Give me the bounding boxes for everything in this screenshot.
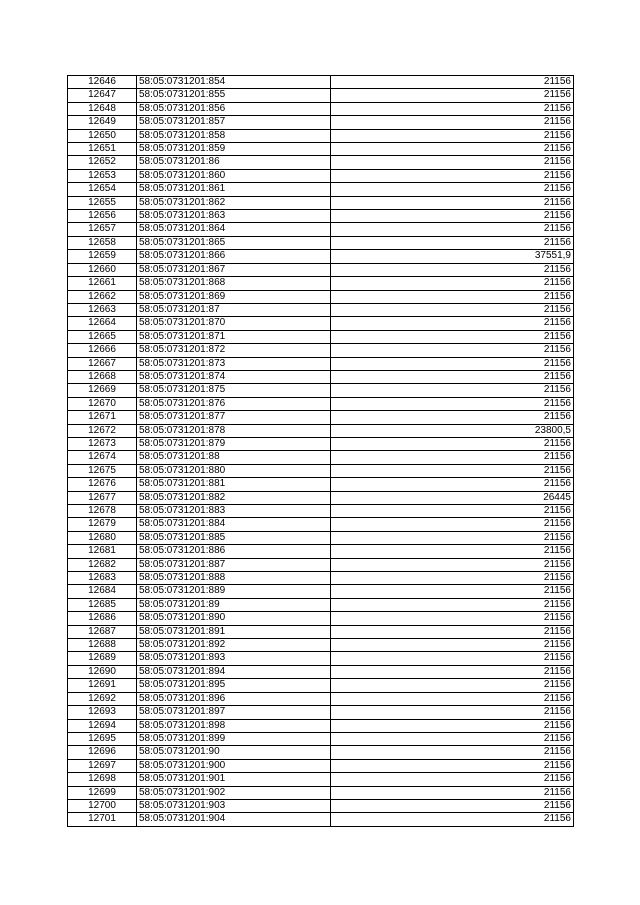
row-number-cell: 12657 (68, 223, 137, 236)
row-number-cell: 12674 (68, 451, 137, 464)
table-row (68, 424, 574, 437)
cadastral-number-cell: 58:05:0731201:884 (137, 518, 331, 531)
row-number-cell: 12659 (68, 250, 137, 263)
value-cell: 21156 (331, 585, 574, 598)
row-number-cell: 12695 (68, 732, 137, 745)
row-number-cell: 12671 (68, 411, 137, 424)
table-row (68, 357, 574, 370)
value-cell: 21156 (331, 572, 574, 585)
table-row (68, 89, 574, 102)
table-row (68, 639, 574, 652)
value-cell: 21156 (331, 317, 574, 330)
value-cell: 26445 (331, 491, 574, 504)
cadastral-number-cell: 58:05:0731201:869 (137, 290, 331, 303)
cadastral-number-cell: 58:05:0731201:901 (137, 773, 331, 786)
value-cell: 21156 (331, 196, 574, 209)
row-number-cell: 12655 (68, 196, 137, 209)
row-number-cell: 12682 (68, 558, 137, 571)
value-cell: 21156 (331, 236, 574, 249)
value-cell: 21156 (331, 76, 574, 89)
table-row (68, 585, 574, 598)
table-row (68, 558, 574, 571)
value-cell: 21156 (331, 290, 574, 303)
cadastral-number-cell: 58:05:0731201:892 (137, 639, 331, 652)
table-row (68, 679, 574, 692)
row-number-cell: 12669 (68, 384, 137, 397)
cadastral-number-cell: 58:05:0731201:882 (137, 491, 331, 504)
value-cell: 21156 (331, 223, 574, 236)
table-row (68, 746, 574, 759)
cadastral-number-cell: 58:05:0731201:900 (137, 759, 331, 772)
cadastral-number-cell: 58:05:0731201:890 (137, 612, 331, 625)
row-number-cell: 12653 (68, 169, 137, 182)
table-row (68, 303, 574, 316)
value-cell: 21156 (331, 437, 574, 450)
value-cell: 21156 (331, 156, 574, 169)
table-row (68, 290, 574, 303)
row-number-cell: 12697 (68, 759, 137, 772)
table-row (68, 478, 574, 491)
table-row (68, 370, 574, 383)
cadastral-number-cell: 58:05:0731201:891 (137, 625, 331, 638)
row-number-cell: 12677 (68, 491, 137, 504)
value-cell: 21156 (331, 357, 574, 370)
table-row (68, 143, 574, 156)
table-row (68, 330, 574, 343)
table-row (68, 183, 574, 196)
table-row (68, 732, 574, 745)
cadastral-number-cell: 58:05:0731201:893 (137, 652, 331, 665)
cadastral-number-cell: 58:05:0731201:87 (137, 303, 331, 316)
row-number-cell: 12698 (68, 773, 137, 786)
row-number-cell: 12681 (68, 545, 137, 558)
value-cell: 21156 (331, 505, 574, 518)
cadastral-number-cell: 58:05:0731201:881 (137, 478, 331, 491)
value-cell: 21156 (331, 384, 574, 397)
value-cell: 21156 (331, 330, 574, 343)
table-row (68, 612, 574, 625)
row-number-cell: 12647 (68, 89, 137, 102)
value-cell: 21156 (331, 116, 574, 129)
value-cell: 21156 (331, 799, 574, 812)
table-body (68, 76, 574, 827)
cadastral-number-cell: 58:05:0731201:896 (137, 692, 331, 705)
value-cell: 21156 (331, 813, 574, 826)
cadastral-number-cell: 58:05:0731201:886 (137, 545, 331, 558)
value-cell: 21156 (331, 598, 574, 611)
row-number-cell: 12666 (68, 344, 137, 357)
cadastral-number-cell: 58:05:0731201:859 (137, 143, 331, 156)
cadastral-number-cell: 58:05:0731201:904 (137, 813, 331, 826)
value-cell: 21156 (331, 397, 574, 410)
cadastral-number-cell: 58:05:0731201:874 (137, 370, 331, 383)
value-cell: 21156 (331, 746, 574, 759)
value-cell: 21156 (331, 786, 574, 799)
cadastral-number-cell: 58:05:0731201:894 (137, 665, 331, 678)
table-row (68, 665, 574, 678)
value-cell: 21156 (331, 773, 574, 786)
value-cell: 21156 (331, 732, 574, 745)
row-number-cell: 12700 (68, 799, 137, 812)
row-number-cell: 12699 (68, 786, 137, 799)
table-row (68, 759, 574, 772)
table-row (68, 437, 574, 450)
table-row (68, 692, 574, 705)
value-cell: 21156 (331, 129, 574, 142)
cadastral-number-cell: 58:05:0731201:897 (137, 706, 331, 719)
row-number-cell: 12650 (68, 129, 137, 142)
cadastral-number-cell: 58:05:0731201:86 (137, 156, 331, 169)
value-cell: 21156 (331, 531, 574, 544)
cadastral-number-cell: 58:05:0731201:875 (137, 384, 331, 397)
value-cell: 21156 (331, 169, 574, 182)
table-row (68, 773, 574, 786)
row-number-cell: 12701 (68, 813, 137, 826)
table-row (68, 799, 574, 812)
table-row (68, 464, 574, 477)
cadastral-number-cell: 58:05:0731201:873 (137, 357, 331, 370)
value-cell: 21156 (331, 89, 574, 102)
cadastral-number-cell: 58:05:0731201:887 (137, 558, 331, 571)
row-number-cell: 12649 (68, 116, 137, 129)
cadastral-number-cell: 58:05:0731201:902 (137, 786, 331, 799)
document-page (67, 75, 573, 827)
value-cell: 21156 (331, 303, 574, 316)
table-row (68, 317, 574, 330)
value-cell: 21156 (331, 370, 574, 383)
cadastral-number-cell: 58:05:0731201:880 (137, 464, 331, 477)
row-number-cell: 12665 (68, 330, 137, 343)
value-cell: 21156 (331, 612, 574, 625)
row-number-cell: 12675 (68, 464, 137, 477)
table-row (68, 625, 574, 638)
cadastral-number-cell: 58:05:0731201:871 (137, 330, 331, 343)
value-cell: 21156 (331, 183, 574, 196)
table-row (68, 210, 574, 223)
cadastral-number-cell: 58:05:0731201:877 (137, 411, 331, 424)
row-number-cell: 12670 (68, 397, 137, 410)
row-number-cell: 12678 (68, 505, 137, 518)
cadastral-number-cell: 58:05:0731201:855 (137, 89, 331, 102)
row-number-cell: 12694 (68, 719, 137, 732)
table-row (68, 518, 574, 531)
row-number-cell: 12690 (68, 665, 137, 678)
row-number-cell: 12658 (68, 236, 137, 249)
row-number-cell: 12687 (68, 625, 137, 638)
cadastral-number-cell: 58:05:0731201:856 (137, 102, 331, 115)
value-cell: 23800,5 (331, 424, 574, 437)
row-number-cell: 12673 (68, 437, 137, 450)
value-cell: 21156 (331, 277, 574, 290)
row-number-cell: 12686 (68, 612, 137, 625)
table-row (68, 156, 574, 169)
cadastral-number-cell: 58:05:0731201:860 (137, 169, 331, 182)
cadastral-number-cell: 58:05:0731201:868 (137, 277, 331, 290)
row-number-cell: 12684 (68, 585, 137, 598)
table-row (68, 491, 574, 504)
row-number-cell: 12663 (68, 303, 137, 316)
table-row (68, 102, 574, 115)
cadastral-number-cell: 58:05:0731201:864 (137, 223, 331, 236)
value-cell: 21156 (331, 464, 574, 477)
table-row (68, 196, 574, 209)
value-cell: 37551,9 (331, 250, 574, 263)
cadastral-number-cell: 58:05:0731201:865 (137, 236, 331, 249)
table-row (68, 451, 574, 464)
row-number-cell: 12691 (68, 679, 137, 692)
row-number-cell: 12661 (68, 277, 137, 290)
table-row (68, 786, 574, 799)
row-number-cell: 12692 (68, 692, 137, 705)
value-cell: 21156 (331, 411, 574, 424)
cadastral-number-cell: 58:05:0731201:879 (137, 437, 331, 450)
table-row (68, 531, 574, 544)
value-cell: 21156 (331, 451, 574, 464)
row-number-cell: 12696 (68, 746, 137, 759)
value-cell: 21156 (331, 639, 574, 652)
row-number-cell: 12688 (68, 639, 137, 652)
value-cell: 21156 (331, 625, 574, 638)
value-cell: 21156 (331, 518, 574, 531)
cadastral-number-cell: 58:05:0731201:903 (137, 799, 331, 812)
cadastral-number-cell: 58:05:0731201:876 (137, 397, 331, 410)
table-row (68, 545, 574, 558)
cadastral-number-cell: 58:05:0731201:878 (137, 424, 331, 437)
table-row (68, 223, 574, 236)
table-row (68, 344, 574, 357)
cadastral-number-cell: 58:05:0731201:895 (137, 679, 331, 692)
cadastral-number-cell: 58:05:0731201:889 (137, 585, 331, 598)
cadastral-number-cell: 58:05:0731201:90 (137, 746, 331, 759)
row-number-cell: 12648 (68, 102, 137, 115)
table-row (68, 411, 574, 424)
row-number-cell: 12651 (68, 143, 137, 156)
row-number-cell: 12683 (68, 572, 137, 585)
table-row (68, 277, 574, 290)
cadastral-number-cell: 58:05:0731201:863 (137, 210, 331, 223)
value-cell: 21156 (331, 210, 574, 223)
row-number-cell: 12646 (68, 76, 137, 89)
row-number-cell: 12685 (68, 598, 137, 611)
value-cell: 21156 (331, 344, 574, 357)
cadastral-number-cell: 58:05:0731201:885 (137, 531, 331, 544)
row-number-cell: 12664 (68, 317, 137, 330)
cadastral-number-cell: 58:05:0731201:88 (137, 451, 331, 464)
table-row (68, 236, 574, 249)
table-row (68, 169, 574, 182)
value-cell: 21156 (331, 545, 574, 558)
cadastral-number-cell: 58:05:0731201:854 (137, 76, 331, 89)
row-number-cell: 12660 (68, 263, 137, 276)
row-number-cell: 12662 (68, 290, 137, 303)
cadastral-number-cell: 58:05:0731201:861 (137, 183, 331, 196)
table-row (68, 598, 574, 611)
cadastral-number-cell: 58:05:0731201:872 (137, 344, 331, 357)
table-row (68, 129, 574, 142)
row-number-cell: 12680 (68, 531, 137, 544)
table-row (68, 706, 574, 719)
value-cell: 21156 (331, 706, 574, 719)
table-row (68, 572, 574, 585)
value-cell: 21156 (331, 478, 574, 491)
row-number-cell: 12654 (68, 183, 137, 196)
row-number-cell: 12676 (68, 478, 137, 491)
table-row (68, 76, 574, 89)
value-cell: 21156 (331, 692, 574, 705)
table-row (68, 719, 574, 732)
row-number-cell: 12672 (68, 424, 137, 437)
value-cell: 21156 (331, 102, 574, 115)
row-number-cell: 12667 (68, 357, 137, 370)
cadastral-number-cell: 58:05:0731201:862 (137, 196, 331, 209)
cadastral-number-cell: 58:05:0731201:898 (137, 719, 331, 732)
table-row (68, 505, 574, 518)
row-number-cell: 12679 (68, 518, 137, 531)
row-number-cell: 12689 (68, 652, 137, 665)
table-row (68, 652, 574, 665)
value-cell: 21156 (331, 558, 574, 571)
cadastral-number-cell: 58:05:0731201:857 (137, 116, 331, 129)
table-row (68, 397, 574, 410)
cadastral-value-table (67, 75, 574, 827)
row-number-cell: 12652 (68, 156, 137, 169)
row-number-cell: 12693 (68, 706, 137, 719)
cadastral-number-cell: 58:05:0731201:866 (137, 250, 331, 263)
value-cell: 21156 (331, 719, 574, 732)
value-cell: 21156 (331, 652, 574, 665)
row-number-cell: 12668 (68, 370, 137, 383)
table-row (68, 263, 574, 276)
cadastral-number-cell: 58:05:0731201:867 (137, 263, 331, 276)
value-cell: 21156 (331, 665, 574, 678)
cadastral-number-cell: 58:05:0731201:883 (137, 505, 331, 518)
row-number-cell: 12656 (68, 210, 137, 223)
value-cell: 21156 (331, 679, 574, 692)
table-row (68, 813, 574, 826)
cadastral-number-cell: 58:05:0731201:858 (137, 129, 331, 142)
cadastral-number-cell: 58:05:0731201:89 (137, 598, 331, 611)
table-row (68, 384, 574, 397)
value-cell: 21156 (331, 263, 574, 276)
table-row (68, 116, 574, 129)
value-cell: 21156 (331, 143, 574, 156)
value-cell: 21156 (331, 759, 574, 772)
cadastral-number-cell: 58:05:0731201:888 (137, 572, 331, 585)
cadastral-number-cell: 58:05:0731201:899 (137, 732, 331, 745)
table-row (68, 250, 574, 263)
cadastral-number-cell: 58:05:0731201:870 (137, 317, 331, 330)
